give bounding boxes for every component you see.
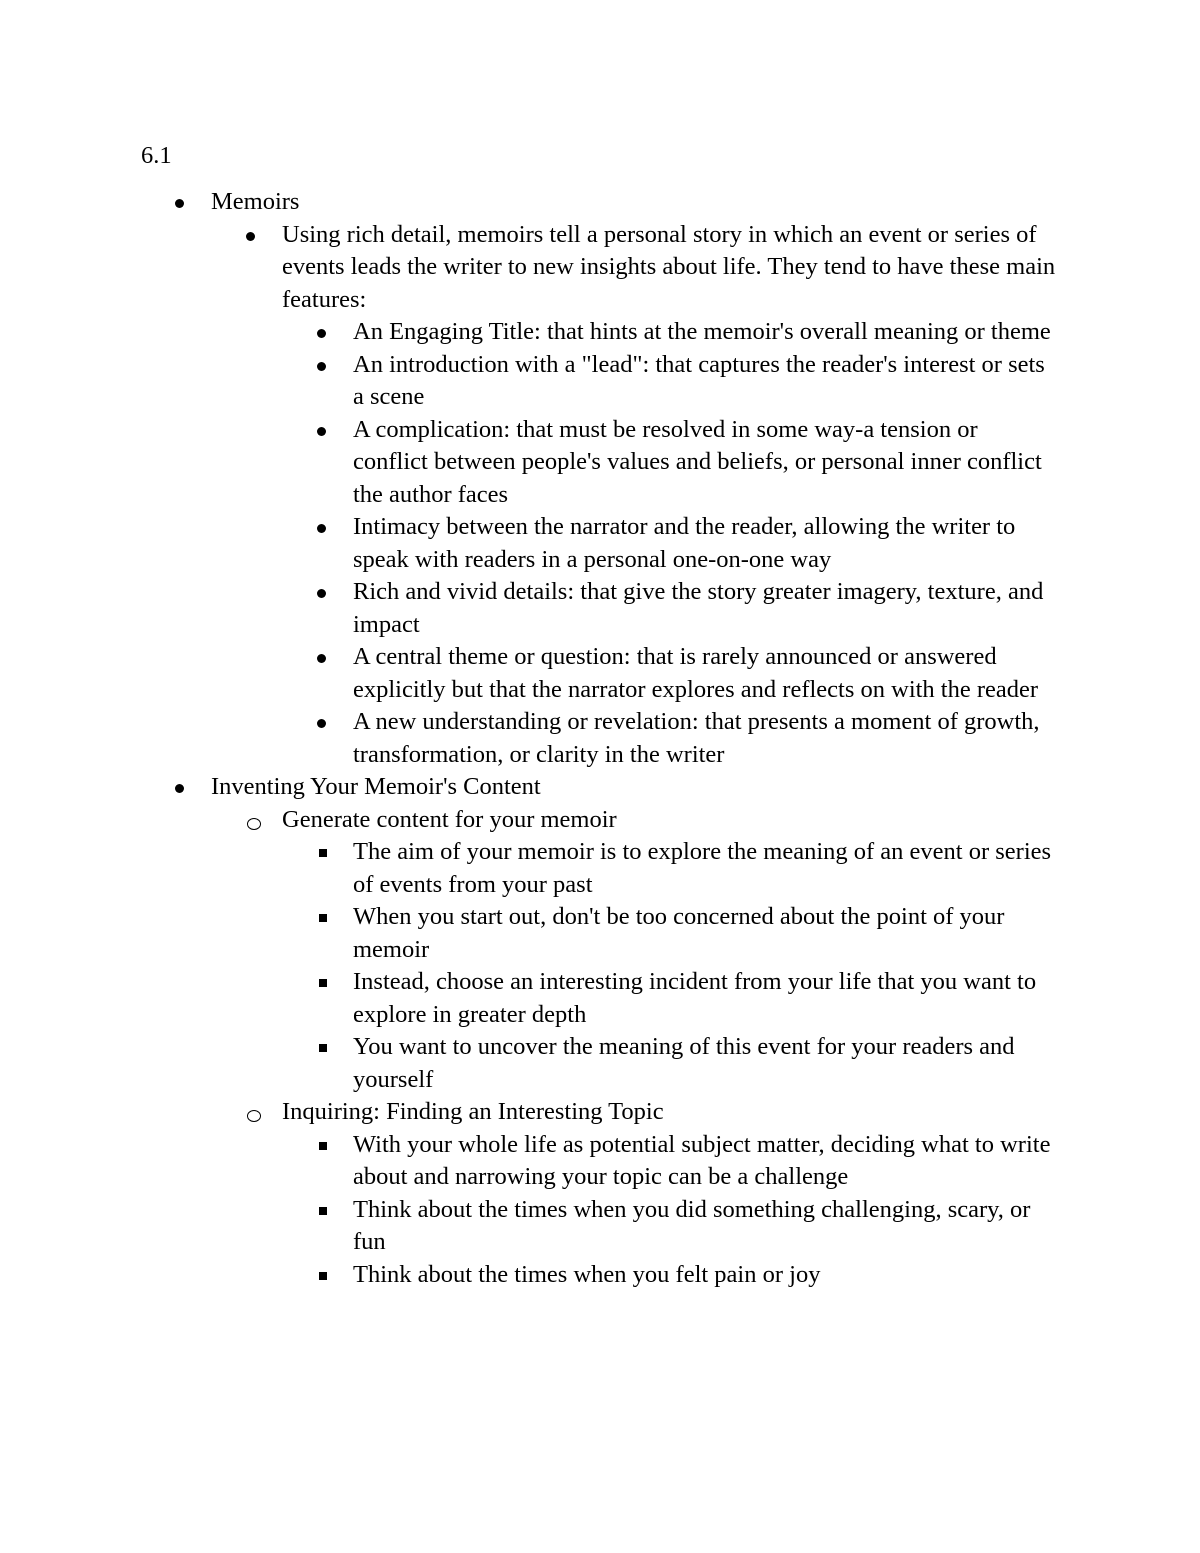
bullet-dot-icon xyxy=(243,219,282,252)
list-item xyxy=(314,511,1200,576)
bullet-dot-icon xyxy=(314,349,353,382)
list-item-memoirs xyxy=(172,186,1200,219)
list-item xyxy=(314,1129,1200,1194)
list-item xyxy=(314,1259,1200,1292)
section-heading: 6.1 xyxy=(141,142,172,169)
bullet-square-icon xyxy=(314,1259,353,1292)
list-item xyxy=(314,414,1200,512)
bullet-circle-icon xyxy=(243,1096,282,1129)
bullet-dot-icon xyxy=(314,706,353,739)
bullet-dot-icon xyxy=(314,316,353,349)
bullet-dot-icon xyxy=(172,186,211,219)
bullet-dot-icon xyxy=(314,576,353,609)
list-item xyxy=(243,219,1200,317)
list-item-text: Inquiring: Finding an Interesting Topic xyxy=(282,1098,664,1125)
list-item-text: Think about the times when you felt pain or joy xyxy=(353,1260,821,1288)
list-item-inventing-content xyxy=(172,771,1200,804)
list-item-text: A complication: that must be resolved in some way-a tension or conflict between people's values and beliefs, or personal inner conflict the author faces xyxy=(353,415,1042,508)
bullet-dot-icon xyxy=(314,511,353,544)
bullet-dot-icon xyxy=(314,414,353,447)
list-item-text: When you start out, don't be too concerned about the point of your memoir xyxy=(353,903,1005,963)
list-item xyxy=(314,1031,1200,1096)
list-item-text: The aim of your memoir is to explore the meaning of an event or series of events from your past xyxy=(353,838,1052,898)
bullet-square-icon xyxy=(314,1194,353,1227)
list-item-text: Inventing Your Memoir's Content xyxy=(211,773,541,800)
list-item-text: Generate content for your memoir xyxy=(282,805,617,833)
bullet-square-icon xyxy=(314,901,353,934)
bullet-square-icon xyxy=(314,1031,353,1064)
bullet-square-icon xyxy=(314,1129,353,1162)
list-item-text: A central theme or question: that is rarely announced or answered explicitly but that the narrator explores and reflects on with the reader xyxy=(353,643,1039,703)
outline-list xyxy=(0,186,1200,1291)
list-item-text: A new understanding or revelation: that presents a moment of growth, transformation, or clarity in the writer xyxy=(353,708,1040,768)
list-item xyxy=(314,576,1200,641)
bullet-square-icon xyxy=(314,836,353,869)
list-item-text: Using rich detail, memoirs tell a personal story in which an event or series of events leads the writer to new insights about life. They tend to have these main features: xyxy=(282,220,1056,313)
list-item-text: Memoirs xyxy=(211,188,300,215)
bullet-square-icon xyxy=(314,966,353,999)
list-item xyxy=(314,706,1200,771)
list-item-text: Intimacy between the narrator and the reader, allowing the writer to speak with readers in a personal one-on-one way xyxy=(353,513,1016,573)
bullet-dot-icon xyxy=(314,641,353,674)
list-item-text: With your whole life as potential subject matter, deciding what to write about and narrowing your topic can be a challenge xyxy=(353,1130,1051,1190)
list-item xyxy=(243,804,1200,837)
list-item-text: An introduction with a "lead": that captures the reader's interest or sets a scene xyxy=(353,350,1045,410)
list-item-text: Think about the times when you did something challenging, scary, or fun xyxy=(353,1195,1031,1255)
list-item-text: An Engaging Title: that hints at the memoir's overall meaning or theme xyxy=(353,318,1051,345)
list-item-text: Instead, choose an interesting incident from your life that you want to explore in greater depth xyxy=(353,968,1037,1028)
list-item-text: Rich and vivid details: that give the story greater imagery, texture, and impact xyxy=(353,578,1044,638)
list-item xyxy=(314,316,1200,349)
list-item xyxy=(314,641,1200,706)
list-item xyxy=(314,966,1200,1031)
bullet-dot-icon xyxy=(172,771,211,804)
list-item xyxy=(314,1194,1200,1259)
list-item-text: You want to uncover the meaning of this event for your readers and yourself xyxy=(353,1033,1015,1093)
bullet-circle-icon xyxy=(243,804,282,837)
list-item xyxy=(314,901,1200,966)
list-item xyxy=(314,836,1200,901)
list-item xyxy=(314,349,1200,414)
list-item xyxy=(243,1096,1200,1129)
